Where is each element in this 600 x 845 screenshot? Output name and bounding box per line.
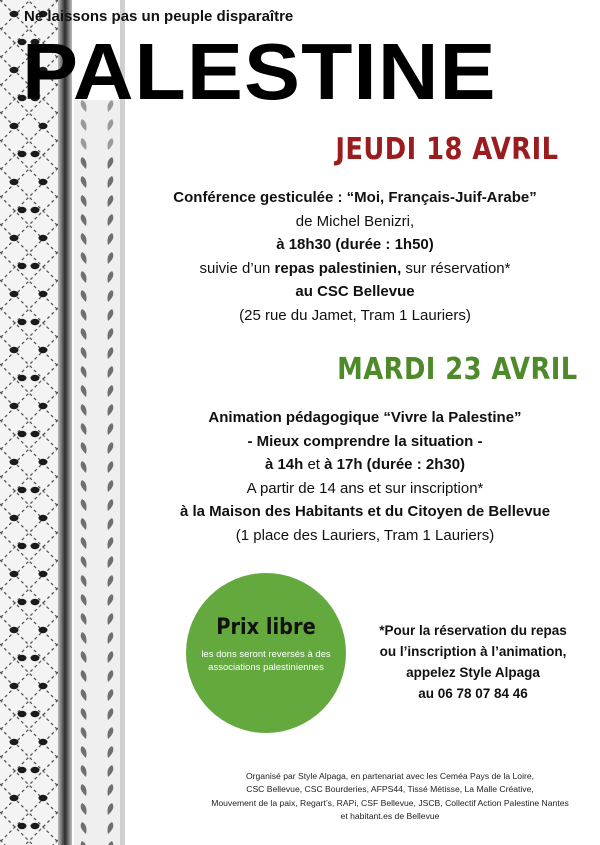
net-dot (10, 11, 19, 17)
event1-address: (25 rue du Jamet, Tram 1 Lauriers) (239, 306, 471, 324)
net-dot (18, 207, 27, 213)
net-dot (10, 571, 19, 577)
net-dot (31, 207, 40, 213)
event2-time-first: à 14h (264, 456, 304, 473)
net-dot (18, 655, 27, 661)
net-dot (31, 263, 40, 269)
net-dot (39, 459, 48, 465)
event1-title: Conférence gesticulée : “Moi, Français-Juif-Arabe” (173, 189, 537, 206)
net-dot (31, 767, 40, 773)
net-dot (10, 347, 19, 353)
event1-time: à 18h30 (durée : 1h50) (276, 236, 434, 253)
event2-date: MARDI 23 AVRIL (337, 352, 578, 387)
event2-address: (1 place des Lauriers, Tram 1 Lauriers) (235, 526, 495, 544)
net-dot (39, 515, 48, 521)
event2-time (140, 453, 590, 477)
event2-time-joiner: et (303, 456, 325, 473)
net-dot (18, 319, 27, 325)
net-dot (18, 487, 27, 493)
net-dot (31, 375, 40, 381)
price-circle (186, 573, 346, 733)
net-dot (39, 291, 48, 297)
event2-audience: A partir de 14 ans et sur inscription* (246, 479, 484, 497)
net-dot (31, 319, 40, 325)
net-dot (39, 347, 48, 353)
net-dot (10, 123, 19, 129)
event2-title: Animation pédagogique “Vivre la Palestine” (208, 409, 522, 426)
net-dot (10, 291, 19, 297)
net-dot (18, 711, 27, 717)
footer-line-4: et habitant.es de Bellevue (340, 811, 440, 822)
event1-meal-prefix: suivie d’un (199, 259, 275, 277)
organizers-footer (180, 770, 600, 824)
net-dot (18, 823, 27, 829)
net-dot (18, 767, 27, 773)
net-dot (39, 739, 48, 745)
page-title: PALESTINE (22, 27, 497, 116)
net-dot (31, 431, 40, 437)
footer-line-1: Organisé par Style Alpaga, en partenariat avec les Ceméa Pays de la Loire, (245, 771, 535, 781)
net-dot (39, 123, 48, 129)
net-dot (18, 543, 27, 549)
net-dot (39, 571, 48, 577)
reservation-phone: au 06 78 07 84 46 (418, 686, 528, 701)
net-dot (39, 179, 48, 185)
net-dot (10, 459, 19, 465)
net-dot (31, 543, 40, 549)
net-dot (10, 795, 19, 801)
pattern-stripe-light (120, 0, 125, 845)
net-dot (10, 739, 19, 745)
net-dot (18, 599, 27, 605)
keffiyeh-pattern (0, 0, 160, 845)
net-dot (10, 179, 19, 185)
net-dot (31, 711, 40, 717)
net-dot (31, 151, 40, 157)
event1-date: JEUDI 18 AVRIL (334, 132, 558, 167)
footer-line-3: Mouvement de la paix, Regart’s, RAPi, CSF Bellevue, JSCB, Collectif Action Palestine Nantes (211, 797, 569, 808)
pattern-stripe-dark (58, 0, 72, 845)
net-dot (10, 403, 19, 409)
net-dot (18, 375, 27, 381)
net-dot (10, 627, 19, 633)
net-dot (10, 515, 19, 521)
event2-time-second: à 17h (durée : 2h30) (324, 456, 466, 473)
net-dot (31, 823, 40, 829)
event1-venue: au CSC Bellevue (295, 283, 415, 300)
event2-venue: à la Maison des Habitants et du Citoyen de Bellevue (179, 503, 551, 520)
tagline: Ne laissons pas un peuple disparaître (24, 8, 294, 25)
price-label: Prix libre (216, 615, 316, 640)
net-dot (39, 795, 48, 801)
net-dot (31, 655, 40, 661)
footer-line-2: CSC Bellevue, CSC Bourderies, AFPS44, Tissé Métisse, La Malle Créative, (246, 784, 534, 795)
net-dot (39, 403, 48, 409)
event1-speaker: de Michel Benizri, (295, 212, 415, 230)
net-dot (31, 487, 40, 493)
net-dot (10, 683, 19, 689)
price-note: les dons seront reversés à des associations palestiniennes (201, 649, 331, 673)
net-dot (18, 263, 27, 269)
net-dot (39, 235, 48, 241)
net-dot (39, 683, 48, 689)
net-dot (18, 431, 27, 437)
net-dot (10, 67, 19, 73)
net-dot (10, 235, 19, 241)
reservation-line-1: *Pour la réservation du repas (379, 623, 567, 638)
net-dot (31, 599, 40, 605)
event1-meal (130, 257, 580, 281)
reservation-info (350, 620, 596, 704)
pattern-leaf-band (74, 100, 120, 845)
reservation-line-2: ou l’inscription à l’animation, (379, 644, 567, 659)
net-dot (18, 151, 27, 157)
net-dot (39, 627, 48, 633)
event1-meal-highlight: repas palestinien, (274, 259, 402, 277)
reservation-line-3: appelez Style Alpaga (406, 665, 540, 680)
event2-subtitle: - Mieux comprendre la situation - (247, 432, 483, 450)
event2-details (140, 406, 590, 547)
event1-meal-suffix: sur réservation* (401, 259, 511, 277)
event1-details (130, 186, 580, 327)
